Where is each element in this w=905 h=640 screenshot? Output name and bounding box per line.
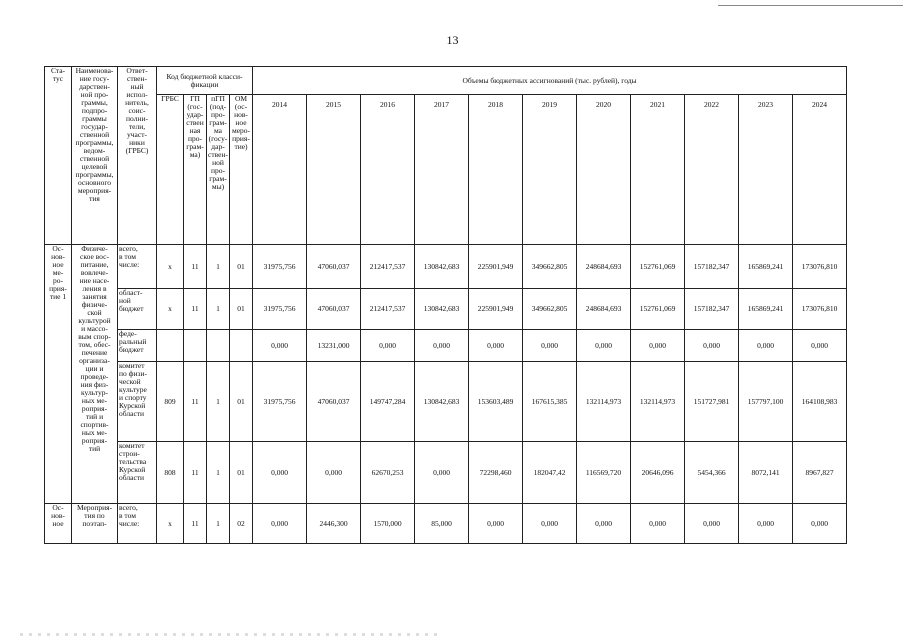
cell-value-2014: 31975,756: [253, 245, 307, 289]
cell-gp: 11: [184, 442, 207, 504]
cell-value-2023: 165869,241: [739, 245, 793, 289]
cell-value-2020: 0,000: [577, 504, 631, 544]
row-program-name: Мероприя- тия по поэтап-: [72, 504, 118, 544]
table-row: [45, 362, 847, 442]
cell-grbs: х: [157, 504, 184, 544]
cell-value-2022: 0,000: [685, 504, 739, 544]
cell-value-2014: 0,000: [253, 442, 307, 504]
cell-value-2021: 20646,096: [631, 442, 685, 504]
header-budget-code: Код бюджетной класси- фикации: [157, 67, 253, 95]
cell-value-2024: 173076,810: [793, 289, 847, 330]
cell-value-2016: 149747,284: [361, 362, 415, 442]
cell-om: 01: [230, 289, 253, 330]
header-responsible: Ответ- ствен- ный испол- нитель, соис- полни- тели, участ- ники (ГРБС): [118, 67, 157, 245]
header-pgp: пГП (под- про- грам- ма (госу- дар- ствен- ной про- грам- мы): [207, 95, 230, 245]
cell-value-2021: 132114,973: [631, 362, 685, 442]
cell-gp: 11: [184, 504, 207, 544]
cell-pgp: 1: [207, 442, 230, 504]
row-status: Ос- нов- ное ме- ро- прия- тие 1: [45, 245, 72, 504]
header-year-2021: 2021: [631, 95, 685, 245]
cell-value-2017: 0,000: [415, 330, 469, 362]
header-year-2024: 2024: [793, 95, 847, 245]
cell-value-2018: 0,000: [469, 504, 523, 544]
cell-pgp: [207, 330, 230, 362]
row-status: Ос- нов- ное: [45, 504, 72, 544]
header-grbs: ГРБС: [157, 95, 184, 245]
header-volumes: Объемы бюджетных ассигнований (тыс. рублей), годы: [253, 67, 847, 95]
cell-value-2015: 2446,300: [307, 504, 361, 544]
cell-value-2019: 0,000: [523, 330, 577, 362]
row-responsible: феде- ральный бюджет: [118, 330, 157, 362]
table-row: [45, 245, 847, 289]
cell-value-2024: 0,000: [793, 330, 847, 362]
cell-value-2020: 0,000: [577, 330, 631, 362]
row-responsible: комитет по физи- ческой культуре и спорту Курской области: [118, 362, 157, 442]
cell-value-2014: 31975,756: [253, 362, 307, 442]
cell-value-2022: 5454,366: [685, 442, 739, 504]
cell-gp: [184, 330, 207, 362]
cell-value-2023: 0,000: [739, 504, 793, 544]
cell-value-2021: 0,000: [631, 504, 685, 544]
row-responsible: всего, в том числе:: [118, 504, 157, 544]
budget-table: [44, 66, 847, 544]
cell-value-2022: 157182,347: [685, 289, 739, 330]
cell-value-2019: 167615,385: [523, 362, 577, 442]
table-body: [45, 245, 847, 544]
cell-grbs: х: [157, 289, 184, 330]
cell-gp: 11: [184, 245, 207, 289]
cell-value-2020: 248684,693: [577, 245, 631, 289]
table-row: [45, 289, 847, 330]
cell-value-2022: 151727,981: [685, 362, 739, 442]
header-year-2015: 2015: [307, 95, 361, 245]
header-om: ОМ (ос- нов- ное меро- прия- тие): [230, 95, 253, 245]
header-year-2014: 2014: [253, 95, 307, 245]
cell-pgp: 1: [207, 362, 230, 442]
cell-grbs: 808: [157, 442, 184, 504]
cell-om: 01: [230, 245, 253, 289]
top-rule: [718, 5, 903, 6]
cell-value-2015: 47060,037: [307, 245, 361, 289]
cell-value-2016: 212417,537: [361, 245, 415, 289]
cell-value-2020: 116569,720: [577, 442, 631, 504]
cell-value-2018: 153603,489: [469, 362, 523, 442]
cell-value-2017: 0,000: [415, 442, 469, 504]
header-year-2022: 2022: [685, 95, 739, 245]
cell-pgp: 1: [207, 245, 230, 289]
cell-value-2021: 152761,069: [631, 289, 685, 330]
row-program-name: Физиче- ское вос- питание, вовлече- ние насе- ления в занятия физиче- ской культурой и массо- вым спор- том, обес- печение организа- ции и проведе- ния физ- культур- ных ме- роприя- тий и спортив- ных ме- роприя- тий: [72, 245, 118, 504]
cell-value-2021: 0,000: [631, 330, 685, 362]
header-gp: ГП (гос- удар- ствен ная про- грам- ма): [184, 95, 207, 245]
header-year-2017: 2017: [415, 95, 469, 245]
cell-value-2019: 182047,42: [523, 442, 577, 504]
cell-om: 01: [230, 442, 253, 504]
row-responsible: комитет строи- тельства Курской области: [118, 442, 157, 504]
cell-value-2016: 0,000: [361, 330, 415, 362]
cell-value-2019: 0,000: [523, 504, 577, 544]
header-year-2023: 2023: [739, 95, 793, 245]
cell-om: 01: [230, 362, 253, 442]
header-subrow: [45, 95, 847, 245]
cell-value-2023: 8072,141: [739, 442, 793, 504]
cell-value-2024: 164108,983: [793, 362, 847, 442]
cell-value-2022: 0,000: [685, 330, 739, 362]
cell-value-2018: 0,000: [469, 330, 523, 362]
row-responsible: област- ной бюджет: [118, 289, 157, 330]
cell-value-2023: 165869,241: [739, 289, 793, 330]
cell-value-2022: 157182,347: [685, 245, 739, 289]
cell-pgp: 1: [207, 504, 230, 544]
header-year-2019: 2019: [523, 95, 577, 245]
cell-grbs: х: [157, 245, 184, 289]
cell-grbs: [157, 330, 184, 362]
header-year-2016: 2016: [361, 95, 415, 245]
cell-value-2017: 130842,683: [415, 362, 469, 442]
cell-value-2017: 85,000: [415, 504, 469, 544]
cell-value-2024: 173076,810: [793, 245, 847, 289]
cell-value-2015: 0,000: [307, 442, 361, 504]
cell-value-2021: 152761,069: [631, 245, 685, 289]
cell-om: [230, 330, 253, 362]
header-year-2018: 2018: [469, 95, 523, 245]
cell-value-2018: 225901,949: [469, 245, 523, 289]
row-responsible: всего, в том числе:: [118, 245, 157, 289]
cell-gp: 11: [184, 289, 207, 330]
table-row: [45, 330, 847, 362]
cell-value-2018: 72298,460: [469, 442, 523, 504]
cell-gp: 11: [184, 362, 207, 442]
cell-value-2014: 0,000: [253, 330, 307, 362]
table-row: [45, 504, 847, 544]
cell-value-2024: 8967,827: [793, 442, 847, 504]
cell-value-2015: 47060,037: [307, 289, 361, 330]
cell-value-2020: 132114,973: [577, 362, 631, 442]
table-row: [45, 442, 847, 504]
cell-value-2015: 47060,037: [307, 362, 361, 442]
header-year-2020: 2020: [577, 95, 631, 245]
cell-pgp: 1: [207, 289, 230, 330]
cell-value-2017: 130842,683: [415, 245, 469, 289]
header-name: Наименова- ние госу- дарствен- ной про- граммы, подпро- граммы государ- ственной программы, ведом- ственной целевой программы, основного мероприя- тия: [72, 67, 118, 245]
cell-value-2017: 130842,683: [415, 289, 469, 330]
cell-value-2023: 0,000: [739, 330, 793, 362]
cell-value-2019: 349662,805: [523, 289, 577, 330]
cell-value-2019: 349662,805: [523, 245, 577, 289]
cell-om: 02: [230, 504, 253, 544]
cell-value-2014: 0,000: [253, 504, 307, 544]
cell-value-2023: 157797,100: [739, 362, 793, 442]
cell-value-2016: 1570,000: [361, 504, 415, 544]
cell-value-2016: 212417,537: [361, 289, 415, 330]
cell-value-2015: 13231,000: [307, 330, 361, 362]
cell-value-2014: 31975,756: [253, 289, 307, 330]
cell-value-2020: 248684,693: [577, 289, 631, 330]
cell-value-2024: 0,000: [793, 504, 847, 544]
cell-value-2018: 225901,949: [469, 289, 523, 330]
cell-grbs: 809: [157, 362, 184, 442]
scan-artifact: [20, 633, 440, 636]
header-status: Ста- тус: [45, 67, 72, 245]
page-number: 13: [446, 33, 459, 47]
cell-value-2016: 62670,253: [361, 442, 415, 504]
